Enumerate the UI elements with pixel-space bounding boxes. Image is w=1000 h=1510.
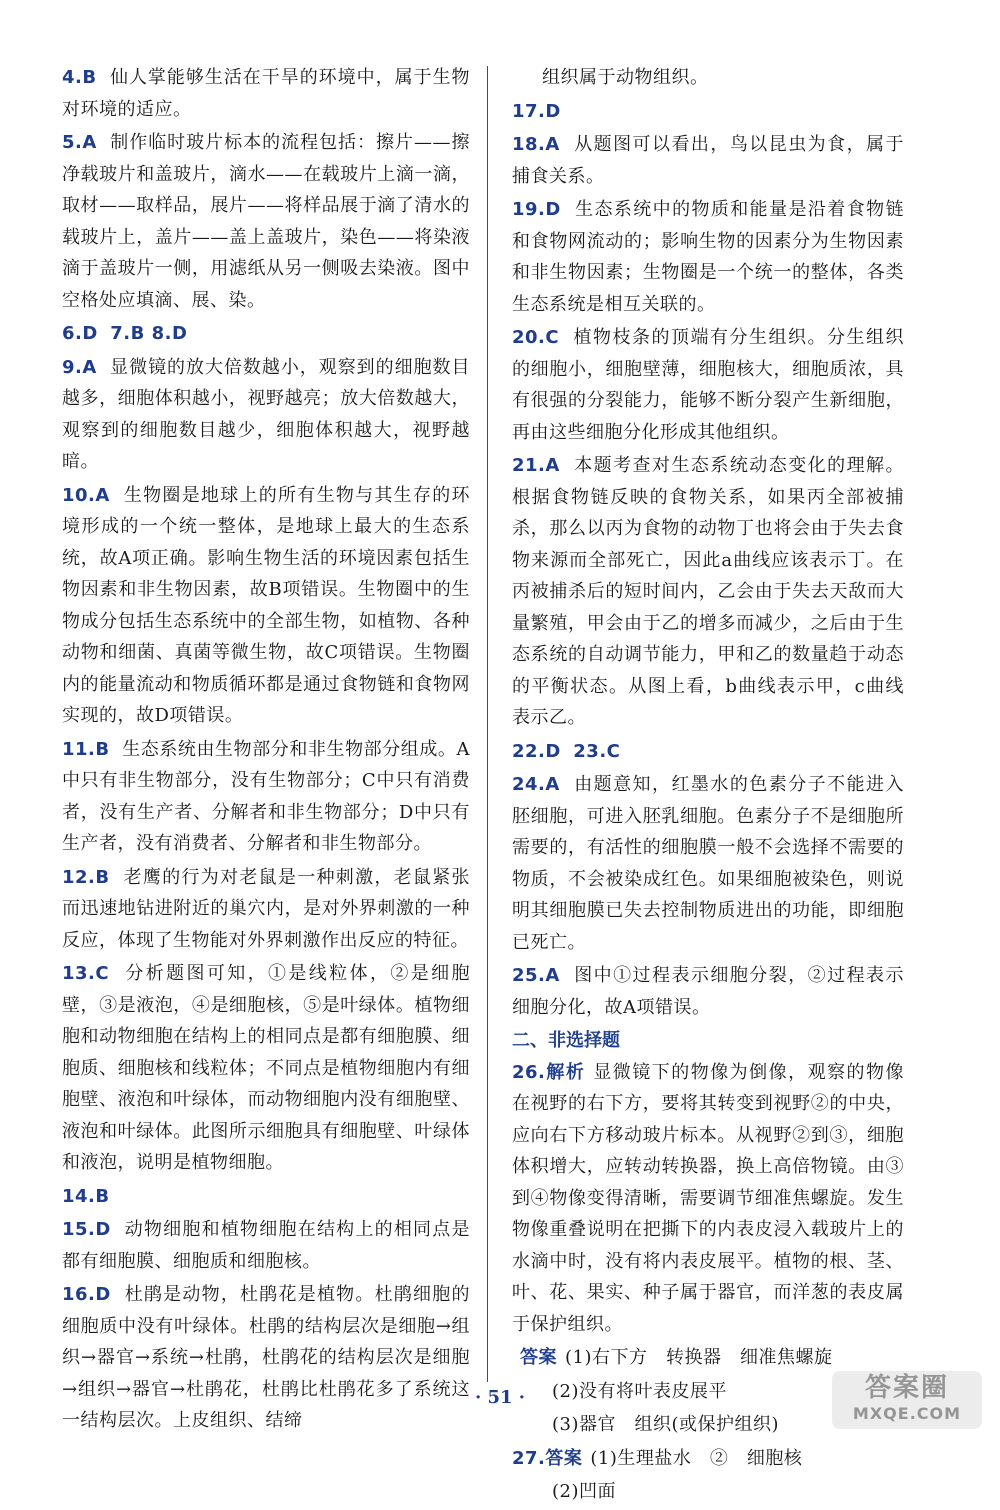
question-number: 14.B — [62, 1185, 110, 1207]
answer-text: 植物枝条的顶端有分生组织。分生组织的细胞小，细胞壁薄，细胞核大，细胞质浓，具有很强的分裂能力，能够不断分裂产生新细胞，再由这些细胞分化形成其他组织。 — [512, 327, 904, 443]
question-number: 18.A — [512, 134, 560, 155]
watermark-logo — [832, 1371, 982, 1429]
answer-label: 答案 — [545, 1447, 583, 1469]
question-number: 25.A — [512, 965, 560, 986]
question-number: 19.D — [512, 199, 561, 220]
question-number: 22.D — [512, 740, 561, 762]
answer-text: 生态系统中的物质和能量是沿着食物链和食物网流动的；影响生物的因素分为生物因素和非生物因素；生物圈是一个统一的整体，各类生态系统是相互关联的。 — [512, 199, 904, 315]
question-number: 5.A — [62, 132, 97, 153]
watermark-title: 答案圈 — [864, 1373, 949, 1403]
answer-text: 显微镜的放大倍数越小，观察到的细胞数目越多，细胞体积越小，视野越亮；放大倍数越大，观察到的细胞数目越少，细胞体积越大，视野越暗。 — [62, 356, 470, 472]
answer-line: (2)没有将叶表皮展平 — [552, 1380, 727, 1402]
answer-text: 老鹰的行为对老鼠是一种刺激，老鼠紧张而迅速地钻进附近的巢穴内，是对外界刺激的一种反应，体现了生物能对外界刺激作出反应的特征。 — [62, 866, 471, 951]
answer-item-13 — [62, 958, 470, 1179]
answer-text: 图中①过程表示细胞分裂，②过程表示细胞分化，故A项错误。 — [512, 965, 904, 1018]
answer-text: 从题图可以看出，鸟以昆虫为食，属于捕食关系。 — [512, 134, 904, 187]
question-number: 15.D — [62, 1219, 111, 1240]
question-27 — [512, 1443, 904, 1475]
answer-line: (2)凹面 — [552, 1481, 616, 1502]
answer-text: 分析题图可知，①是线粒体，②是细胞壁，③是液泡，④是细胞核，⑤是叶绿体。植物细胞和动物细胞在结构上的相同点是都有细胞膜、细胞质、细胞核和线粒体；不同点是植物细胞内有细胞壁、液泡和叶绿体，而动物细胞内没有细胞壁、液泡和叶绿体。此图所示细胞具有细胞壁、叶绿体和液泡，说明是植物细胞。 — [62, 963, 470, 1173]
question-26 — [512, 1057, 904, 1341]
question-number: 9.A — [62, 356, 97, 378]
answer-text: 生态系统由生物部分和非生物部分组成。A中只有非生物部分，没有生物部分；C中只有消费者，没有生产者、分解者和非生物部分；D中只有生产者，没有消费者、分解者和非生物部分。 — [62, 738, 470, 854]
answer-line — [512, 1342, 904, 1374]
answer-item-20 — [512, 322, 904, 448]
section-heading: 二、非选择题 — [512, 1030, 620, 1051]
question-number: 26. — [512, 1061, 546, 1083]
column-divider — [487, 66, 488, 1382]
answer-item-21 — [512, 450, 904, 734]
answer-item-9 — [62, 352, 470, 478]
page-number: · 51 · — [474, 1387, 526, 1408]
question-number: 12.B — [62, 866, 110, 888]
answer-item-24 — [512, 769, 904, 958]
answer-text: 制作临时玻片标本的流程包括：擦片——擦净载玻片和盖玻片，滴水——在载玻片上滴一滴，取材——取样品，展片——将样品展于滴了清水的载玻片上，盖片——盖上盖玻片，染色——将染液滴于盖玻片一侧，用滤纸从另一侧吸去染液。图中空格处应填滴、展、染。 — [62, 132, 470, 311]
answer-item-11 — [62, 734, 470, 860]
question-number: 10.A — [62, 484, 110, 506]
question-number: 4.B — [62, 67, 97, 88]
answer-text: (1)生理盐水 ② 细胞核 — [590, 1447, 803, 1469]
question-number: 11.B — [62, 738, 110, 760]
answer-item-25 — [512, 960, 904, 1023]
question-number: 27. — [512, 1447, 546, 1469]
answer-item-17 — [512, 96, 904, 128]
answer-item-10 — [62, 480, 470, 732]
answer-line: (3)器官 组织(或保护组织) — [552, 1414, 780, 1435]
analysis-text: 显微镜下的物像为倒像，观察的物像在视野的右下方，要将其转变到视野②的中央，应向右下方移动玻片标本。从视野②到③，细胞体积增大，应转动转换器，换上高倍物镜。由③到④物像变得清晰，需要调节细准焦螺旋。发生物像重叠说明在把撕下的内表皮浸入载玻片上的水滴中时，没有将内表皮展平。植物的根、茎、叶、花、果实、种子属于器官，而洋葱的表皮属于保护组织。 — [512, 1061, 905, 1335]
question-number: 6.D — [62, 323, 98, 344]
answer-text: 23.C — [573, 740, 621, 762]
question-number: 20.C — [512, 327, 560, 348]
answer-text: 动物细胞和植物细胞在结构上的相同点是都有细胞膜、细胞质和细胞核。 — [62, 1219, 470, 1272]
question-number: 16.D — [62, 1284, 111, 1305]
answer-item-6-8 — [62, 318, 470, 350]
answer-item-16 — [62, 1279, 470, 1437]
right-column — [512, 62, 904, 1510]
left-column — [62, 62, 470, 1439]
answer-item-22-23 — [512, 736, 904, 768]
watermark-url: MXQE.COM — [852, 1404, 962, 1423]
answer-item-18 — [512, 129, 904, 192]
answer-text: 7.B 8.D — [110, 323, 188, 344]
question-number: 17.D — [512, 100, 561, 122]
answer-text: 杜鹃是动物，杜鹃花是植物。杜鹃细胞的细胞质中没有叶绿体。杜鹃的结构层次是细胞→组织→器官→系统→杜鹃，杜鹃花的结构层次是细胞→组织→器官→杜鹃花，杜鹃比杜鹃花多了系统这一结构层次。上皮组织、结缔 — [62, 1284, 470, 1431]
answer-text: 仙人掌能够生活在干旱的环境中，属于生物对环境的适应。 — [62, 67, 470, 120]
answer-text: 生物圈是地球上的所有生物与其生存的环境形成的一个统一整体，是地球上最大的生态系统，故A项正确。影响生物生活的环境因素包括生物因素和非生物因素，故B项错误。生物圈中的生物成分包括生态系统中的全部生物，如植物、各种动物和细菌、真菌等微生物，故C项错误。生物圈内的能量流动和物质循环都是通过食物链和食物网实现的，故D项错误。 — [62, 484, 470, 726]
answer-item-12 — [62, 862, 470, 957]
analysis-label: 解析 — [545, 1061, 586, 1083]
question-number: 24.A — [512, 774, 560, 795]
question-number: 21.A — [512, 455, 560, 476]
answer-item-14 — [62, 1181, 470, 1213]
answer-text: 由题意知，红墨水的色素分子不能进入胚细胞，可进入胚乳细胞。色素分子不是细胞所需要的，有活性的细胞膜一般不会选择不需要的物质，不会被染成红色。如果细胞被染色，则说明其细胞膜已失去控制物质进出的功能，即细胞已死亡。 — [512, 774, 904, 953]
answer-item-19 — [512, 194, 904, 320]
answer-text: 本题考查对生态系统动态变化的理解。根据食物链反映的食物关系，如果丙全部被捕杀，那么以丙为食物的动物丁也将会由于失去食物来源而全部死亡，因此a曲线应该表示丁。在丙被捕杀后的短时间内，乙会由于失去天敌而大量繁殖，甲会由于乙的增多而减少，之后由于生态系统的自动调节能力，甲和乙的数量趋于动态的平衡状态。从图上看，b曲线表示甲，c曲线表示乙。 — [512, 455, 904, 728]
answer-text: (1)右下方 转换器 细准焦螺旋 — [565, 1347, 833, 1368]
answer-item-4 — [62, 62, 470, 125]
continued-text: 组织属于动物组织。 — [542, 67, 709, 88]
answer-item-5 — [62, 127, 470, 316]
question-number: 13.C — [62, 963, 110, 984]
answer-item-15 — [62, 1214, 470, 1277]
answer-label: 答案 — [520, 1347, 557, 1368]
